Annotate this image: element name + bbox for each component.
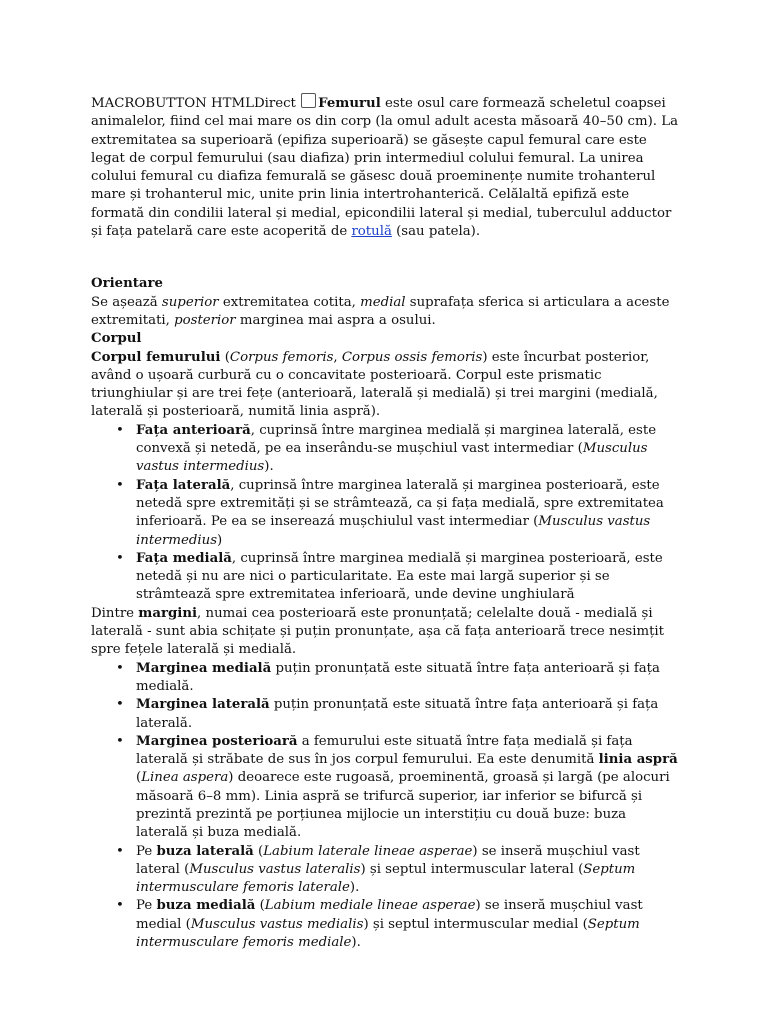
paragraph-gap	[91, 241, 680, 275]
margini-intro-paragraph: Dintre margini, numai cea posterioară este pronunțată; celelalte două - medială și laterală - sunt abia schițate și puțin pronunțate, așa că fața anterioară trece nesimțit spre fețele laterală și medială.	[91, 605, 665, 658]
fete-list	[91, 422, 680, 605]
macro-text: MACROBUTTON HTMLDirect	[91, 96, 301, 111]
list-item-marginea-laterala: • Marginea laterală puțin pronunțată este situată între fața anterioară și fața laterală.	[136, 696, 680, 733]
intro-text: este osul care formează scheletul coapsei animalelor, fiind cel mai mare os din corp (la omul adult acesta măsoară 40–50 cm). La extremitatea sa superioară (epifiza superioară) se găsește capul femural care este legat de corpul femurului (sau diafiza) prin intermediul colului femural. La unirea colului femural cu diafiza femurală se găsesc două proeminențe numite trohanterul mare și trohanterul mic, unite prin linia intertrohanterică. Celălaltă epifiză este formată din condilii lateral și medial, epicondilii lateral și medial, tuberculul adductor și fața patelară care este acoperită de	[91, 96, 679, 240]
macro-checkbox-icon[interactable]	[301, 93, 316, 108]
list-item-fata-anterioara: • Fața anterioară, cuprinsă între marginea medială și marginea laterală, este convexă și netedă, pe ea inserându-se mușchiul vast intermediar (Musculus vastus intermedius).	[136, 422, 680, 477]
corpul-paragraph: Corpul femurului (Corpus femoris, Corpus ossis femoris) este încurbat posterior, având o ușoară curbură cu o concavitate posterioară. Corpul este prismatic triunghiular și are trei fețe (anterioară, laterală și medială) și trei margini (medială, laterală și posterioară, numită linia aspră).	[91, 349, 658, 420]
list-item-fata-laterala: • Fața laterală, cuprinsă între marginea laterală și marginea posterioară, este netedă spre extremități și se strâmtează, ca și fața medială, spre extremitatea inferioară. Pe ea se insereazá mușchiulul vast intermediar (Musculus vastus intermedius)	[136, 477, 680, 550]
list-item-buza-mediala: • Pe buza medială (Labium mediale lineae asperae) se inseră mușchiul vast medial (Musculus vastus medialis) și septul intermuscular medial (Septum intermusculare femoris mediale).	[136, 897, 680, 952]
list-item-fata-mediala: • Fața medială, cuprinsă între marginea medială și marginea posterioară, este netedă și nu are nici o particularitate. Ea este mai largă superior și se strâmtează spre extremitatea inferioară, unde devine unghiulară	[136, 550, 680, 605]
list-item-buza-laterala: • Pe buza laterală (Labium laterale lineae asperae) se inseră mușchiul vast lateral (Musculus vastus lateralis) și septul intermuscular lateral (Septum intermusculare femoris laterale).	[136, 843, 680, 898]
heading-orientare: Orientare	[91, 276, 163, 292]
margini-list	[91, 660, 680, 953]
term-femurul: Femurul	[318, 96, 381, 111]
list-item-marginea-posterioara: • Marginea posterioară a femurului este situată între fața medială și fața laterală și străbate de sus în jos corpul femurului. Ea este denumită linia aspră (Linea aspera) deoarece este rugoasă, proeminentă, groasă și largă (pe alocuri măsoară 6–8 mm). Linia aspră se trifurcă superior, iar inferior se bifurcă și prezintă prezintă pe porțiunea mijlocie un interstițiu cu două buze: buza laterală și buza medială.	[136, 733, 680, 843]
orientare-paragraph: Se așează superior extremitatea cotita, medial suprafața sferica si articulara a aceste extremitati, posterior marginea mai aspra a osului.	[91, 294, 670, 328]
list-item-marginea-mediala: • Marginea medială puțin pronunțată este situată între fața anterioară și fața medială.	[136, 660, 680, 697]
heading-corpul: Corpul	[91, 331, 142, 347]
rotula-link[interactable]: rotulă	[351, 224, 392, 240]
intro-text-end: (sau patela).	[391, 224, 481, 240]
intro-paragraph	[91, 93, 680, 241]
